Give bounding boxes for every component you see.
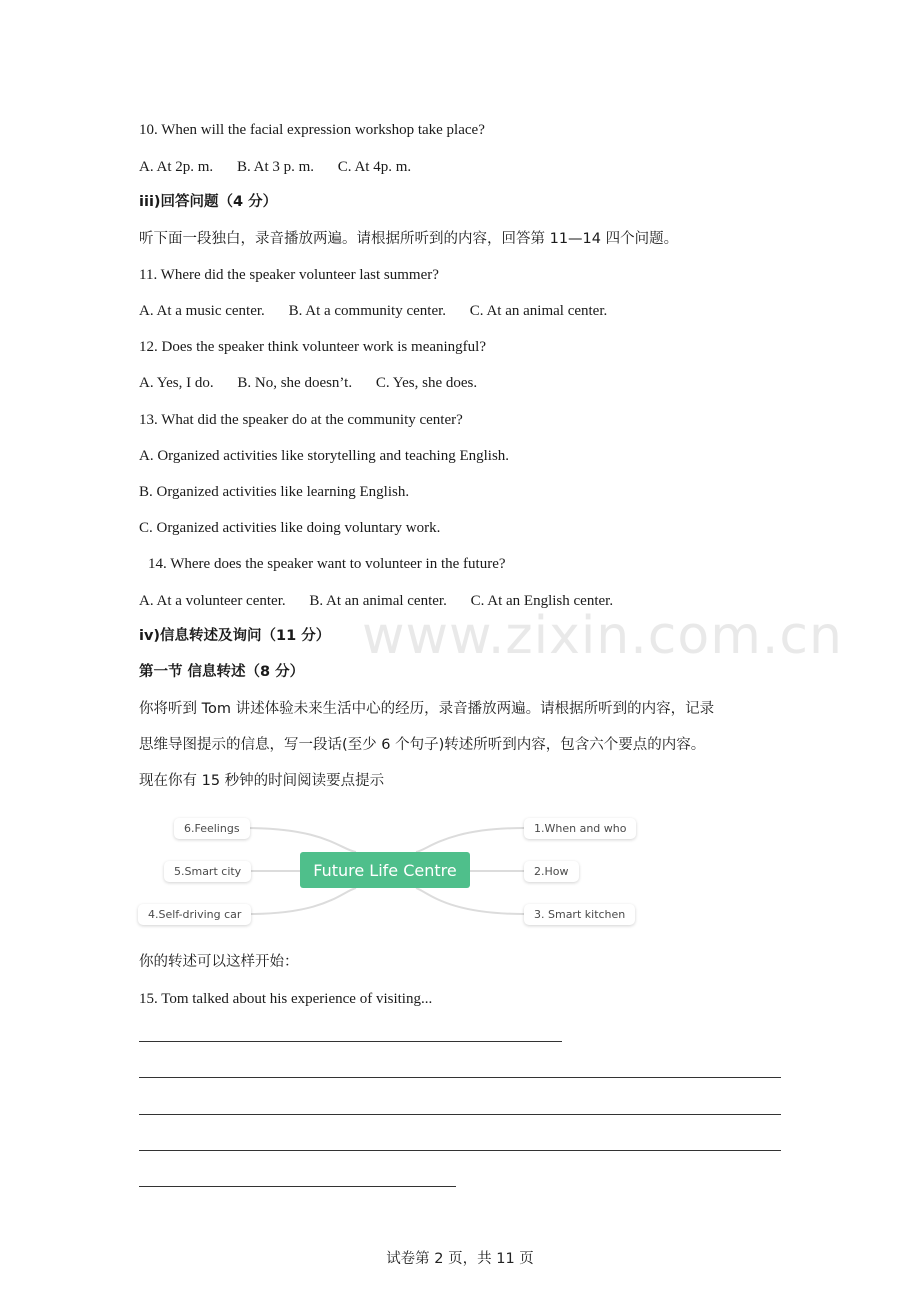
node-smart-city: 5.Smart city xyxy=(164,861,251,882)
answer-line-1 xyxy=(139,1041,562,1042)
section4-instruction-2: 思维导图提示的信息，写一段话(至少 6 个句子)转述所听到内容，包含六个要点的内容。 xyxy=(139,737,706,753)
mind-map-center: Future Life Centre xyxy=(300,852,470,888)
section3-instruction: 听下面一段独白，录音播放两遍。请根据所听到的内容，回答第 11—14 四个问题。 xyxy=(139,231,679,247)
node-self-driving-car: 4.Self-driving car xyxy=(138,904,251,925)
connector-feelings xyxy=(246,828,356,852)
q14-option-b: B. At an animal center. xyxy=(309,593,447,609)
section4-sub-heading: 第一节 信息转述（8 分） xyxy=(139,664,305,680)
section4-instruction-3: 现在你有 15 秒钟的时间阅读要点提示 xyxy=(139,773,385,789)
q10-question: 10. When will the facial expression workshop take place? xyxy=(139,122,485,138)
q15-start: 15. Tom talked about his experience of visiting... xyxy=(139,991,433,1007)
q14-option-c: C. At an English center. xyxy=(470,593,614,609)
section4-instruction-1: 你将听到 Tom 讲述体验未来生活中心的经历，录音播放两遍。请根据所听到的内容，记录 xyxy=(139,701,715,717)
q11-question: 11. Where did the speaker volunteer last summer? xyxy=(139,267,439,283)
page-footer: 试卷第 2 页，共 11 页 xyxy=(386,1251,534,1267)
q12-question: 12. Does the speaker think volunteer work is meaningful? xyxy=(139,339,486,355)
node-feelings: 6.Feelings xyxy=(174,818,250,839)
q11-options xyxy=(139,301,627,321)
q12-option-c: C. Yes, she does. xyxy=(375,375,478,391)
q10-option-a: A. At 2p. m. xyxy=(139,159,214,175)
q13-option-c: C. Organized activities like doing voluntary work. xyxy=(139,520,441,536)
section4-heading: iv)信息转述及询问（11 分） xyxy=(139,628,331,644)
watermark: www.zixin.com.cn xyxy=(362,606,843,666)
q10-options xyxy=(139,157,431,177)
answer-line-2 xyxy=(139,1077,781,1078)
answer-line-4 xyxy=(139,1150,781,1151)
q10-option-b: B. At 3 p. m. xyxy=(236,159,315,175)
connector-when-and-who xyxy=(416,828,524,852)
q11-option-b: B. At a community center. xyxy=(288,303,447,319)
section3-heading: iii)回答问题（4 分） xyxy=(139,194,278,210)
q12-options xyxy=(139,373,497,393)
q14-question: 14. Where does the speaker want to volunteer in the future? xyxy=(148,556,506,572)
q13-option-b: B. Organized activities like learning English. xyxy=(139,484,410,500)
q14-option-a: A. At a volunteer center. xyxy=(139,593,286,609)
q11-option-a: A. At a music center. xyxy=(139,303,265,319)
node-smart-kitchen: 3. Smart kitchen xyxy=(524,904,635,925)
mind-map xyxy=(136,808,646,934)
answer-line-5 xyxy=(139,1186,456,1187)
node-how: 2.How xyxy=(524,861,579,882)
answer-line-3 xyxy=(139,1114,781,1115)
q14-options xyxy=(139,591,633,611)
connector-smart-kitchen xyxy=(416,888,524,914)
q12-option-b: B. No, she doesn’t. xyxy=(237,375,353,391)
q13-question: 13. What did the speaker do at the community center? xyxy=(139,412,463,428)
q10-option-c: C. At 4p. m. xyxy=(337,159,412,175)
q15-intro: 你的转述可以这样开始： xyxy=(139,954,299,970)
q12-option-a: A. Yes, I do. xyxy=(139,375,214,391)
node-when-and-who: 1.When and who xyxy=(524,818,636,839)
q13-option-a: A. Organized activities like storytelling and teaching English. xyxy=(139,448,510,464)
q11-option-c: C. At an animal center. xyxy=(469,303,608,319)
connector-self-driving-car xyxy=(248,888,356,914)
